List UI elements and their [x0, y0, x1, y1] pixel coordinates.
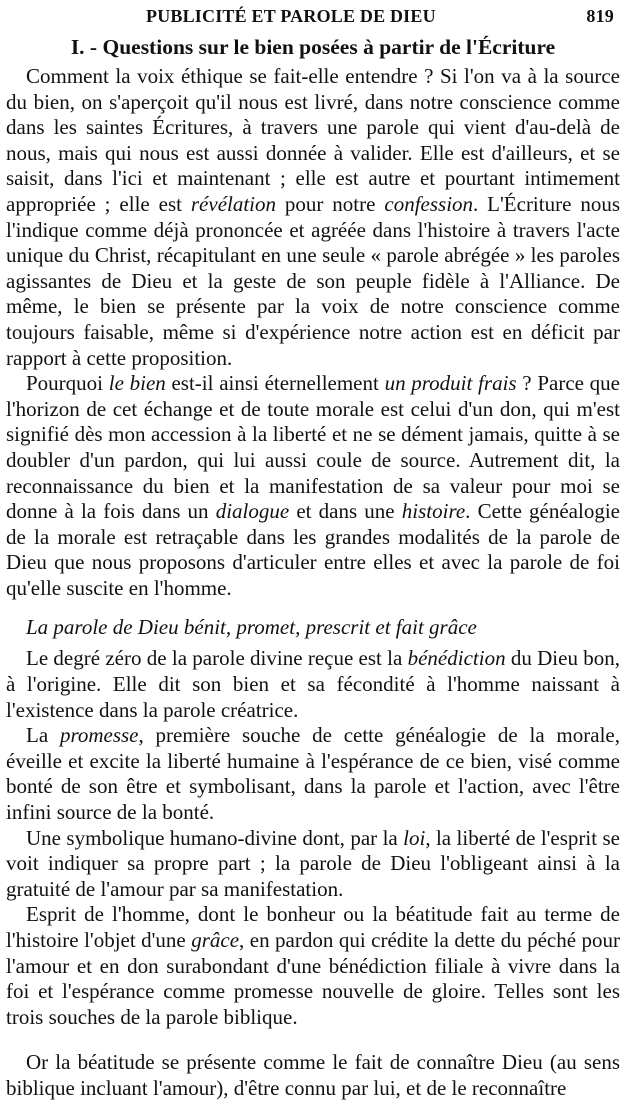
paragraph-6-text-b: , en pardon qui crédite la dette du péché pour l'amour et en don surabondant d'une bénédiction filiale à vivre dans la foi et l'espérance comme promesse nouvelle de gloire. Telles sont les trois souches de la parole biblique. — [6, 928, 620, 1029]
section-heading: I. - Questions sur le bien posées à partir de l'Écriture — [70, 35, 556, 59]
paragraph-5 — [6, 826, 620, 903]
paragraph-1-emphasis-revelation: révélation — [190, 191, 277, 216]
paragraph-4-emphasis-promesse: promesse — [59, 723, 139, 748]
paragraph-6 — [6, 902, 620, 1030]
paragraph-1 — [6, 64, 620, 371]
paragraph-7: Or la béatitude se présente comme le fait de connaître Dieu (au sens biblique incluant l'amour), d'être connu par lui, et de le reconnaître — [6, 1050, 620, 1100]
paragraph-2-emphasis-histoire: histoire — [401, 499, 466, 524]
paragraph-3-emphasis-benediction: bénédiction — [407, 646, 506, 671]
paragraph-5-emphasis-loi: loi — [403, 825, 426, 850]
paragraph-4 — [6, 723, 620, 825]
paragraph-5-text-b: , la liberté de l'esprit se voit indiquer sa propre part ; la parole de Dieu l'obligeant ainsi à la gratuité de l'amour par sa manifestation. — [6, 825, 620, 901]
running-title: PUBLICITÉ ET PAROLE DE DIEU — [146, 6, 436, 26]
paragraph-2-text-d: et dans une — [289, 499, 402, 524]
paragraph-2-text-e: . Cette généalogie de la morale est retraçable dans les grandes modalités de la parole de Dieu que nous proposons d'articuler entre elles et avec la parole de foi qu'elle suscite en l'homme. — [6, 499, 620, 600]
page-number: 819 — [586, 6, 614, 26]
paragraph-3 — [6, 646, 620, 723]
paragraph-1-emphasis-confession: confession — [384, 191, 474, 216]
paragraph-4-text-a: La — [26, 723, 60, 748]
paragraph-6-emphasis-grace: grâce — [191, 928, 240, 952]
paragraph-5-text-a: Une symbolique humano-divine dont, par la — [26, 825, 404, 850]
paragraph-2-text-b: est-il ainsi éternellement — [165, 371, 385, 396]
subheading: La parole de Dieu bénit, promet, prescrit et fait grâce — [26, 615, 477, 640]
paragraph-2 — [6, 371, 620, 601]
paragraph-1-text-b: pour notre — [276, 191, 385, 216]
paragraph-1-text-c: . L'Écriture nous l'indique comme déjà prononcée et agréée dans l'histoire à travers l'acte unique du Christ, récapitulant en une seule « parole abrégée » les paroles agissantes de Dieu et la geste de son peuple fidèle à l'Alliance. De même, le bien se présente par la voix de notre conscience comme toujours faisable, même si d'expérience notre action est en déficit par rapport à cette proposition. — [6, 191, 620, 370]
paragraph-2-emphasis-le-bien: le bien — [108, 371, 166, 396]
paragraph-3-text-a: Le degré zéro de la parole divine reçue est la — [26, 646, 408, 671]
paragraph-4-text-b: , première souche de cette généalogie de la morale, éveille et excite la liberté humaine à l'espérance de ce bien, visé comme bonté de son être et symbolisant, dans la parole et l'action, avec l'être infini source de la bonté. — [6, 723, 620, 825]
paragraph-3-text-b: du Dieu bon, à l'origine. Elle dit son bien et sa fécondité à l'homme naissant à l'existence dans la parole créatrice. — [6, 646, 620, 722]
paragraph-2-text-a: Pourquoi — [26, 371, 109, 396]
paragraph-2-emphasis-dialogue: dialogue — [215, 499, 290, 524]
paragraph-6-text-a: Esprit de l'homme, dont le bonheur ou la béatitude fait au terme de l'histoire l'objet d'une — [6, 902, 620, 952]
paragraph-2-text-c: ? Parce que l'horizon de cet échange et de toute morale est celui d'un don, qui m'est signifié dès mon accession à la liberté et ne se dément jamais, quitte à se doubler d'un pardon, qui lui aussi coule de source. Autrement dit, la reconnaissance du bien et la manifestation de sa valeur pour moi se donne à la fois dans un — [6, 371, 621, 524]
running-header — [6, 4, 620, 30]
paragraph-2-emphasis-produit-frais: un produit frais — [384, 371, 517, 396]
paragraph-1-text-a: Comment la voix éthique se fait-elle entendre ? Si l'on va à la source du bien, on s'aperçoit qu'il nous est livré, dans notre conscience comme dans les saintes Écritures, à travers une parole qui vient d'au-delà de nous, mais qui nous est aussi donnée à valider. Elle est d'ailleurs, et se saisit, dans l'ici et maintenant ; elle est autre et pourtant intimement appropriée ; elle est — [6, 64, 620, 216]
